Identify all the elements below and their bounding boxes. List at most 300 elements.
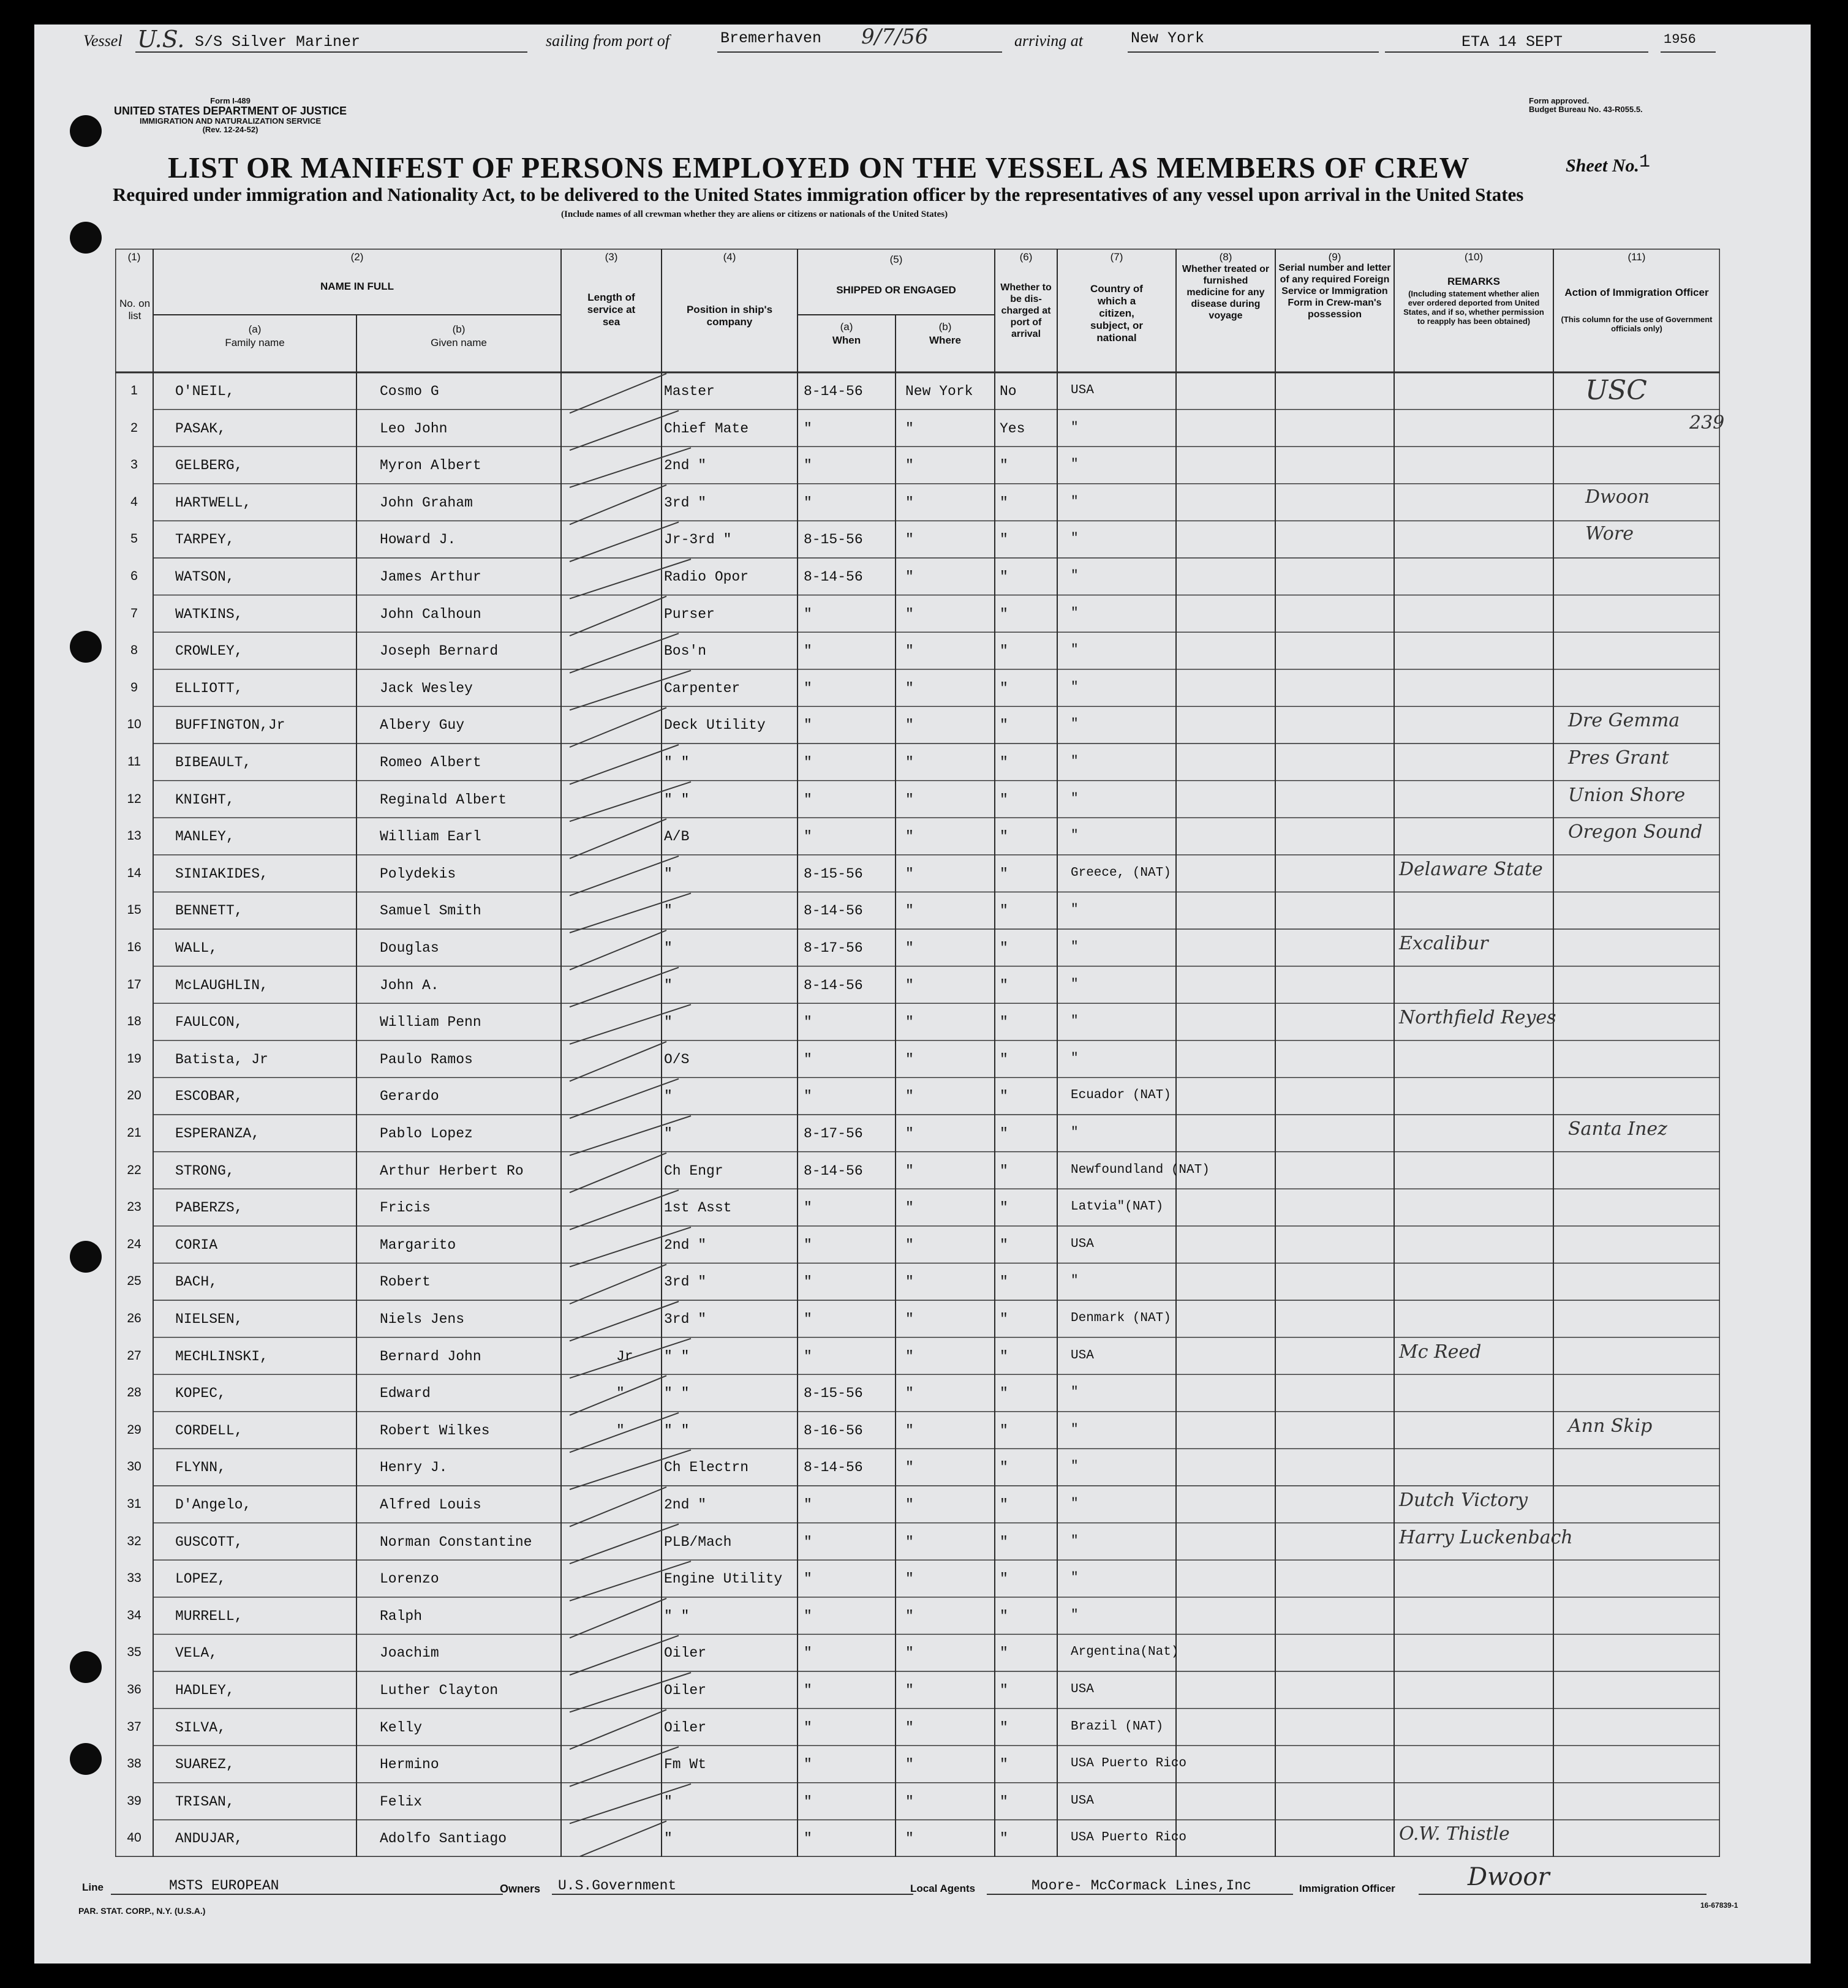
cell-family: WALL, [175, 940, 218, 956]
cell-position: " [664, 1088, 673, 1105]
budget-bureau-number: Budget Bureau No. 43-R055.5. [1529, 105, 1643, 114]
vessel-label: Vessel [83, 32, 123, 50]
cell-position: " " [664, 1348, 690, 1365]
cell-given: Joachim [380, 1645, 439, 1662]
cell-given: Fricis [380, 1200, 431, 1216]
col5b-number: (b) [938, 321, 952, 333]
cell-where: " [905, 829, 914, 845]
handwritten-remark: Harry Luckenbach [1399, 1526, 1573, 1548]
cell-when: " [804, 457, 812, 474]
vessel-mark: U.S. [137, 26, 185, 53]
row-number: 12 [127, 791, 141, 806]
row-number: 4 [130, 494, 138, 509]
cell-position: Oiler [664, 1682, 707, 1698]
cell-where: " [905, 494, 914, 511]
cell-position: " [664, 1831, 673, 1847]
cell-position: Engine Utility [664, 1571, 783, 1587]
row-number: 5 [130, 532, 138, 546]
service-tick-mark [570, 745, 679, 785]
cell-position: " " [664, 791, 690, 808]
cell-discharged: " [1000, 1571, 1008, 1587]
row-number: 38 [127, 1756, 141, 1771]
handwritten-remark: Mc Reed [1399, 1341, 1482, 1363]
service-tick-mark [570, 1524, 679, 1564]
port-name: Bremerhaven [720, 29, 822, 47]
cell-country: Brazil (NAT) [1071, 1719, 1164, 1734]
row-number: 33 [127, 1571, 141, 1586]
cell-given: Felix [380, 1793, 423, 1810]
cell-action: Wore [1585, 523, 1634, 545]
col9-number: (9) [1328, 251, 1341, 263]
cell-country: " [1071, 903, 1079, 917]
cell-when: 8-15-56 [804, 532, 863, 548]
service-tick-mark [570, 1635, 679, 1675]
cell-country: " [1071, 791, 1079, 806]
row-number: 24 [127, 1237, 141, 1251]
cell-country: " [1071, 1459, 1079, 1474]
cell-position: Ch Engr [664, 1162, 723, 1179]
cell-position: " [664, 977, 673, 993]
cell-discharged: " [1000, 1497, 1008, 1513]
cell-when: " [804, 1608, 812, 1624]
cell-family: WATKINS, [175, 606, 243, 622]
cell-when: " [804, 1756, 812, 1773]
cell-position: Carpenter [664, 680, 741, 696]
service-tick-mark [570, 1821, 666, 1857]
cell-where: " [905, 1162, 914, 1179]
handwritten-remark: Santa Inez [1568, 1118, 1667, 1140]
service-tick-mark [570, 968, 679, 1007]
cell-family: TRISAN, [175, 1793, 235, 1810]
cell-where: " [905, 865, 914, 882]
cell-family: WATSON, [175, 569, 235, 585]
col11-note: (This column for the use of Government officials only) [1561, 315, 1713, 333]
col9-header: Serial number and letter of any required Foreign Service or Immigration Form in Crew-man's possession [1278, 263, 1391, 320]
binder-hole [70, 1743, 102, 1775]
row-number: 17 [127, 977, 141, 992]
cell-when: " [804, 680, 812, 696]
cell-where: " [905, 1051, 914, 1067]
col8-number: (8) [1219, 251, 1232, 263]
officer-label: Immigration Officer [1299, 1883, 1395, 1894]
manifest-sheet [34, 24, 1811, 1964]
cell-given: Howard J. [380, 532, 456, 548]
service-tick-mark [570, 707, 666, 747]
cell-discharged: " [1000, 606, 1008, 622]
service-tick-mark [570, 1598, 666, 1638]
cell-discharged: " [1000, 791, 1008, 808]
cell-discharged: No [1000, 383, 1017, 399]
service-name: IMMIGRATION AND NATURALIZATION SERVICE [139, 116, 322, 126]
cell-position: O/S [664, 1051, 690, 1067]
col1-number: (1) [127, 251, 141, 263]
cell-when: " [804, 791, 812, 808]
cell-when: " [804, 1831, 812, 1847]
cell-discharged: " [1000, 865, 1008, 882]
include-note: (Include names of all crewman whether they are aliens or citizens or nationals of the United States) [561, 209, 948, 219]
page-subtitle: Required under immigration and Nationality Act, to be delivered to the United States immigration officer by the representatives of any vessel upon arrival in the United States [113, 184, 1524, 205]
cell-when: " [804, 1311, 812, 1327]
cell-where: " [905, 977, 914, 993]
cell-family: KOPEC, [175, 1385, 226, 1402]
col11-header: Action of Immigration Officer [1564, 287, 1709, 298]
cell-given: Arthur Herbert Ro [380, 1162, 524, 1179]
cell-discharged: " [1000, 680, 1008, 696]
cell-discharged: " [1000, 829, 1008, 845]
arriving-label: arriving at [1014, 32, 1083, 50]
cell-discharged: " [1000, 1200, 1008, 1216]
cell-country: Ecuador (NAT) [1071, 1088, 1171, 1103]
cell-position: " " [664, 1385, 690, 1402]
cell-when: 8-14-56 [804, 383, 863, 399]
cell-when: 8-14-56 [804, 903, 863, 919]
cell-discharged: " [1000, 1274, 1008, 1290]
cell-discharged: " [1000, 903, 1008, 919]
cell-where: " [905, 1682, 914, 1698]
row-number: 35 [127, 1645, 141, 1660]
service-tick-mark [570, 1116, 691, 1156]
cell-where: " [905, 680, 914, 696]
cell-given: Niels Jens [380, 1311, 465, 1327]
cell-where: " [905, 1422, 914, 1439]
cell-when: " [804, 1534, 812, 1550]
col8-header: Whether treated or furnished medicine for any disease during voyage [1182, 264, 1270, 321]
cell-family: SINIAKIDES, [175, 865, 268, 882]
cell-where: " [905, 791, 914, 808]
cell-discharged: " [1000, 494, 1008, 511]
cell-where: " [905, 1793, 914, 1810]
binder-hole [70, 222, 102, 254]
cell-where: " [905, 1831, 914, 1847]
cell-when: 8-14-56 [804, 1459, 863, 1476]
binder-hole [70, 1241, 102, 1273]
cell-family: ELLIOTT, [175, 680, 243, 696]
cell-position: " [664, 940, 673, 956]
cell-country: " [1071, 457, 1079, 472]
cell-position: " [664, 1014, 673, 1031]
cell-family: BENNETT, [175, 903, 243, 919]
cell-position: Ch Electrn [664, 1459, 749, 1476]
cell-discharged: " [1000, 977, 1008, 993]
cell-family: MANLEY, [175, 829, 235, 845]
handwritten-remark: Northfield Reyes [1399, 1007, 1556, 1029]
handwritten-remark: O.W. Thistle [1399, 1823, 1510, 1845]
cell-country: USA [1071, 1237, 1094, 1251]
cell-given: Kelly [380, 1719, 423, 1736]
cell-when: 8-17-56 [804, 1126, 863, 1142]
cell-action: USC [1585, 375, 1647, 406]
cell-position: " " [664, 1422, 690, 1439]
cell-discharged: " [1000, 1793, 1008, 1810]
col4-header: Position in ship's company [686, 304, 773, 328]
handwritten-remark: Ann Skip [1568, 1415, 1653, 1437]
col11-number: (11) [1627, 251, 1646, 263]
row-number: 10 [127, 717, 141, 732]
port-date: 9/7/56 [861, 24, 929, 49]
cell-given: Myron Albert [380, 457, 481, 474]
handwritten-remark: Dutch Victory [1399, 1489, 1528, 1511]
service-tick-mark [570, 1710, 666, 1750]
cell-position: Master [664, 383, 715, 399]
row-number: 1 [130, 383, 138, 397]
cell-country: " [1071, 755, 1079, 769]
cell-family: BUFFINGTON,Jr [175, 717, 285, 734]
cell-given: Robert [380, 1274, 431, 1290]
agents-value: Moore- McCormack Lines,Inc [1031, 1878, 1251, 1894]
row-number: 30 [127, 1459, 141, 1474]
cell-where: " [905, 606, 914, 622]
cell-service: " [616, 1422, 625, 1439]
row-number: 29 [127, 1422, 141, 1437]
row-number: 13 [127, 829, 141, 843]
cell-country: " [1071, 1051, 1079, 1066]
form-revision: (Rev. 12-24-52) [202, 125, 258, 134]
row-number: 31 [127, 1497, 141, 1511]
handwritten-remark: Union Shore [1568, 784, 1686, 806]
col10-note: (Including statement whether alien ever ordered deported from United States, and if so, whether permission to reapply has been obtained) [1403, 289, 1544, 326]
cell-discharged: " [1000, 1126, 1008, 1142]
cell-position: " [664, 1793, 673, 1810]
cell-country: Latvia"(NAT) [1071, 1200, 1164, 1214]
row-number: 22 [127, 1162, 141, 1177]
cell-position: " [664, 865, 673, 882]
cell-where: " [905, 1385, 914, 1402]
cell-discharged: " [1000, 1831, 1008, 1847]
cell-family: McLAUGHLIN, [175, 977, 268, 993]
cell-country: " [1071, 717, 1079, 732]
cell-where: " [905, 1200, 914, 1216]
cell-given: Joseph Bernard [380, 643, 499, 660]
cell-country: " [1071, 829, 1079, 843]
service-tick-mark [570, 411, 679, 451]
cell-family: BACH, [175, 1274, 218, 1290]
cell-country: " [1071, 977, 1079, 992]
row-number: 16 [127, 940, 141, 954]
cell-where: " [905, 1126, 914, 1142]
cell-country: " [1071, 1385, 1079, 1400]
cell-given: Bernard John [380, 1348, 481, 1365]
printer-note: PAR. STAT. CORP., N.Y. (U.S.A.) [78, 1906, 206, 1916]
cell-country: " [1071, 680, 1079, 695]
cell-discharged: " [1000, 643, 1008, 660]
cell-given: Reginald Albert [380, 791, 507, 808]
cell-family: HADLEY, [175, 1682, 235, 1698]
service-tick-mark [570, 374, 666, 413]
cell-family: HARTWELL, [175, 494, 252, 511]
service-tick-mark [570, 1264, 666, 1304]
cell-discharged: " [1000, 1756, 1008, 1773]
cell-given: Romeo Albert [380, 755, 481, 770]
cell-when: " [804, 494, 812, 511]
cell-family: TARPEY, [175, 532, 235, 548]
service-tick-mark [570, 1487, 666, 1527]
cell-family: FAULCON, [175, 1014, 243, 1031]
cell-country: USA [1071, 1348, 1094, 1363]
print-code: 16-67839-1 [1700, 1901, 1738, 1910]
cell-country: " [1071, 494, 1079, 509]
cell-family: ESPERANZA, [175, 1126, 260, 1142]
col2-header: NAME IN FULL [320, 281, 394, 292]
cell-where: " [905, 457, 914, 474]
cell-where: " [905, 643, 914, 660]
cell-given: Adolfo Santiago [380, 1831, 507, 1847]
col2b-number: (b) [452, 323, 466, 335]
cell-where: " [905, 1719, 914, 1736]
cell-given: John Calhoun [380, 606, 481, 622]
cell-country: USA Puerto Rico [1071, 1756, 1187, 1771]
cell-given: Douglas [380, 940, 439, 956]
line-label: Line [82, 1881, 104, 1893]
row-number: 28 [127, 1385, 141, 1400]
cell-service: " [616, 1385, 625, 1402]
cell-when: 8-16-56 [804, 1422, 863, 1439]
row-number: 23 [127, 1200, 141, 1214]
service-tick-mark [570, 597, 666, 636]
sheet-label: Sheet No. [1566, 156, 1639, 176]
cell-discharged: " [1000, 1682, 1008, 1698]
cell-discharged: Yes [1000, 420, 1025, 437]
row-number: 27 [127, 1348, 141, 1363]
arriving-port: New York [1131, 29, 1205, 47]
cell-family: ESCOBAR, [175, 1088, 243, 1105]
cell-discharged: " [1000, 569, 1008, 585]
col6-header: Whether to be dis-charged at port of arrival [1000, 282, 1052, 339]
col2a-header: Family name [225, 337, 285, 348]
row-number: 8 [130, 643, 138, 658]
cell-action: Dwoon [1585, 486, 1650, 508]
form-approval [1529, 97, 1643, 114]
service-tick-mark [570, 633, 679, 673]
cell-position: Oiler [664, 1645, 707, 1662]
cell-where: " [905, 1571, 914, 1587]
cell-country: " [1071, 1126, 1079, 1140]
cell-discharged: " [1000, 1014, 1008, 1031]
cell-position: 3rd " [664, 1274, 707, 1290]
cell-given: Edward [380, 1385, 431, 1402]
cell-when: " [804, 829, 812, 845]
cell-family: MECHLINSKI, [175, 1348, 268, 1365]
cell-position: " [664, 903, 673, 919]
row-number: 26 [127, 1311, 141, 1325]
service-tick-mark [570, 1190, 679, 1230]
cell-family: FLYNN, [175, 1459, 226, 1476]
cell-when: " [804, 1645, 812, 1662]
handwritten-remark: Pres Grant [1568, 747, 1669, 769]
cell-family: MURRELL, [175, 1608, 243, 1624]
cell-where: " [905, 532, 914, 548]
binder-hole [70, 115, 102, 147]
service-tick-mark [570, 485, 666, 525]
cell-discharged: " [1000, 1051, 1008, 1067]
cell-position: Fm Wt [664, 1756, 707, 1773]
row-number: 40 [127, 1831, 141, 1845]
cell-discharged: " [1000, 1311, 1008, 1327]
col5b-header: Where [929, 334, 961, 346]
cell-when: " [804, 1719, 812, 1736]
cell-action: 239 [1689, 412, 1725, 434]
cell-country: " [1071, 1571, 1079, 1586]
cell-given: Ralph [380, 1608, 423, 1624]
cell-discharged: " [1000, 940, 1008, 956]
port-label: sailing from port of [546, 32, 670, 50]
cell-position: 2nd " [664, 1497, 707, 1513]
cell-where: " [905, 1459, 914, 1476]
cell-family: PABERZS, [175, 1200, 243, 1216]
row-number: 18 [127, 1014, 141, 1029]
form-identification [114, 97, 347, 134]
cell-when: " [804, 1682, 812, 1698]
cell-position: Purser [664, 606, 715, 622]
sheet-number: 1 [1639, 152, 1651, 173]
col2a-number: (a) [248, 323, 262, 335]
owners-value: U.S.Government [558, 1878, 677, 1894]
service-tick-mark [570, 893, 691, 933]
cell-when: " [804, 1571, 812, 1587]
cell-country: " [1071, 532, 1079, 546]
binder-hole [70, 631, 102, 663]
cell-discharged: " [1000, 457, 1008, 474]
handwritten-remark: Dre Gemma [1568, 710, 1680, 732]
cell-given: Polydekis [380, 865, 456, 882]
cell-given: Lorenzo [380, 1571, 439, 1587]
cell-position: 2nd " [664, 1237, 707, 1253]
cell-country: " [1071, 569, 1079, 583]
cell-country: " [1071, 1014, 1079, 1029]
row-number: 6 [130, 569, 138, 583]
cell-when: " [804, 755, 812, 770]
cell-when: " [804, 1348, 812, 1365]
cell-family: PASAK, [175, 420, 226, 437]
cell-given: Leo John [380, 420, 448, 437]
cell-when: " [804, 717, 812, 734]
cell-when: " [804, 1088, 812, 1105]
cell-when: 8-17-56 [804, 940, 863, 956]
service-tick-mark [570, 1784, 691, 1824]
cell-when: 8-14-56 [804, 1162, 863, 1179]
cell-where: " [905, 1274, 914, 1290]
service-tick-mark [570, 1004, 691, 1044]
row-number: 2 [130, 420, 138, 435]
cell-country: Greece, (NAT) [1071, 865, 1171, 880]
handwritten-remark: Oregon Sound [1568, 821, 1703, 843]
service-tick-mark [570, 1153, 666, 1193]
cell-when: 8-14-56 [804, 569, 863, 585]
cell-country: " [1071, 1274, 1079, 1289]
cell-given: James Arthur [380, 569, 481, 585]
cell-position: 3rd " [664, 494, 707, 511]
cell-where: " [905, 1756, 914, 1773]
cell-family: LOPEZ, [175, 1571, 226, 1587]
cell-position: " [664, 1126, 673, 1142]
cell-when: " [804, 643, 812, 660]
cell-position: A/B [664, 829, 690, 845]
cell-where: " [905, 569, 914, 585]
cell-position: PLB/Mach [664, 1534, 732, 1550]
manifest-footer [34, 1863, 1811, 1941]
col10-header: REMARKS [1447, 276, 1500, 287]
row-number: 9 [130, 680, 138, 695]
cell-position: Radio Opor [664, 569, 749, 585]
cell-where: " [905, 420, 914, 437]
cell-given: Paulo Ramos [380, 1051, 473, 1067]
cell-family: VELA, [175, 1645, 218, 1662]
cell-family: O'NEIL, [175, 383, 235, 399]
cell-family: D'Angelo, [175, 1497, 252, 1513]
cell-country: " [1071, 1608, 1079, 1622]
service-tick-mark [570, 856, 679, 896]
cell-country: USA [1071, 383, 1094, 397]
cell-discharged: " [1000, 1534, 1008, 1550]
